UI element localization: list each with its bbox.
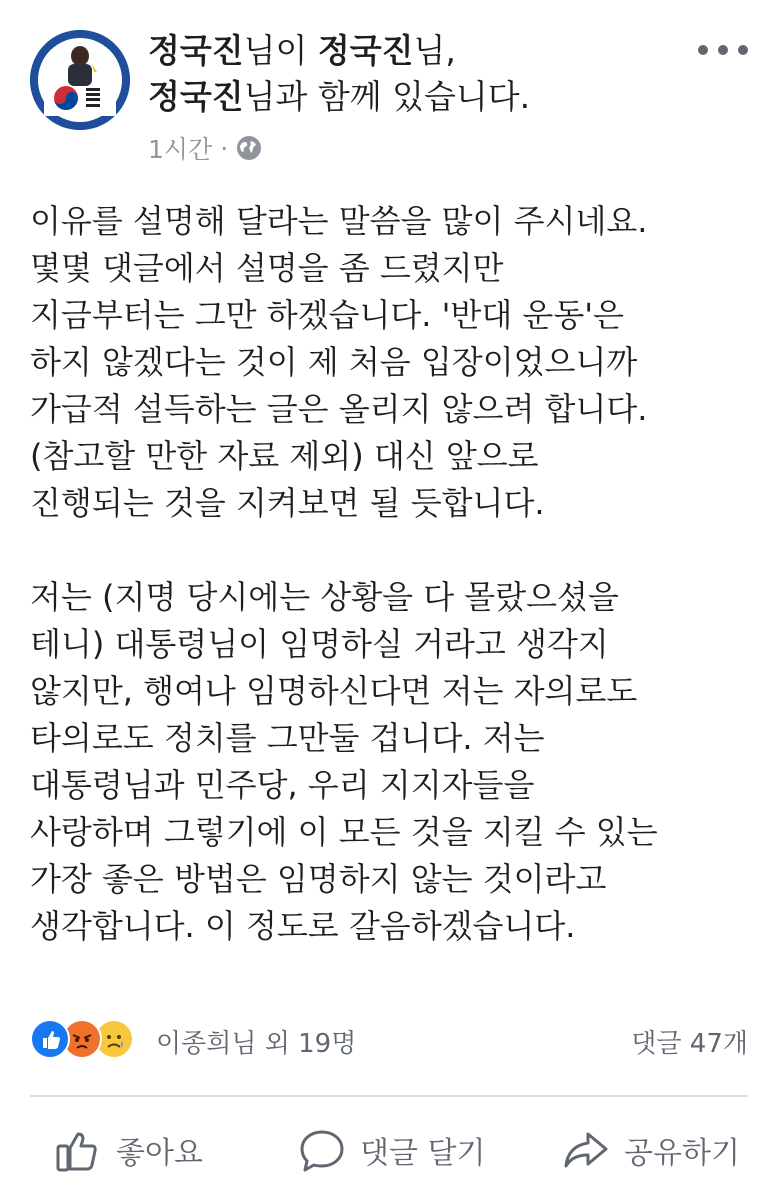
paragraph-gap — [30, 527, 755, 574]
more-dot — [718, 45, 728, 55]
author-text: 님과 함께 있습니다. — [243, 77, 531, 116]
post-text-line: 저는 (지명 당시에는 상황을 다 몰랐으셨을 — [30, 578, 619, 616]
post-text-line: 가급적 설득하는 글은 올리지 않으려 합니다. — [30, 390, 648, 428]
post-body — [30, 198, 755, 950]
reactions-summary[interactable]: 이종희님 외 19명 — [156, 1029, 357, 1059]
post-text-line: 몇몇 댓글에서 설명을 좀 드렸지만 — [30, 249, 504, 287]
post-time[interactable]: 1시간 — [148, 135, 213, 164]
post-text-line: 이유를 설명해 달라는 말씀을 많이 주시네요. — [30, 202, 648, 240]
post-text-line: 지금부터는 그만 하겠습니다. '반대 운동'은 — [30, 296, 624, 334]
avatar[interactable] — [30, 30, 130, 130]
post-text-line: 진행되는 것을 지켜보면 될 듯합니다. — [30, 484, 545, 522]
like-label: 좋아요 — [116, 1135, 203, 1171]
like-button[interactable] — [52, 1112, 203, 1187]
post-header — [0, 0, 778, 175]
comment-button[interactable] — [296, 1112, 485, 1187]
post-actions — [0, 1112, 778, 1187]
thumbs-up-icon — [52, 1124, 104, 1176]
post-text-line: 가장 좋은 방법은 임명하지 않는 것이라고 — [30, 860, 607, 898]
post-meta — [148, 130, 262, 166]
post-text-line: 생각합니다. 이 정도로 갈음하겠습니다. — [30, 907, 576, 945]
share-icon — [560, 1124, 612, 1176]
post-text-line: 사랑하며 그렇기에 이 모든 것을 지킬 수 있는 — [30, 813, 658, 851]
share-button[interactable] — [560, 1112, 740, 1187]
reaction-icons — [30, 1019, 150, 1061]
post-text-line: 테니) 대통령님이 임명하실 거라고 생각지 — [30, 625, 609, 663]
more-dot — [738, 45, 748, 55]
tagged-author-link[interactable]: 정국진 — [148, 77, 244, 116]
post-author-line — [148, 28, 688, 120]
share-label: 공유하기 — [624, 1135, 740, 1171]
post-text-line: 않지만, 행여나 임명하신다면 저는 자의로도 — [30, 672, 638, 710]
post-text-line: 하지 않겠다는 것이 제 처음 입장이었으니까 — [30, 343, 638, 381]
tagged-author-link[interactable]: 정국진 — [317, 31, 414, 70]
more-dot — [698, 45, 708, 55]
comment-icon — [296, 1124, 348, 1176]
avatar-image — [30, 30, 130, 130]
like-icon — [30, 1019, 70, 1059]
author-text: 님이 — [243, 31, 318, 70]
more-icon[interactable] — [698, 36, 748, 64]
comment-label: 댓글 달기 — [360, 1135, 486, 1171]
divider — [30, 1095, 748, 1097]
post-text-line: (참고할 만한 자료 제외) 대신 앞으로 — [30, 437, 539, 475]
comments-count[interactable]: 댓글 47개 — [631, 1029, 748, 1059]
reactions-bar[interactable] — [30, 1015, 748, 1065]
post-text-line: 타의로도 정치를 그만둘 겁니다. 저는 — [30, 719, 545, 757]
author-text: 님, — [413, 31, 456, 70]
author-link[interactable]: 정국진 — [148, 31, 244, 70]
globe-icon — [236, 135, 262, 161]
post-text-line: 대통령님과 민주당, 우리 지지자들을 — [30, 766, 535, 804]
meta-separator: · — [220, 133, 229, 163]
